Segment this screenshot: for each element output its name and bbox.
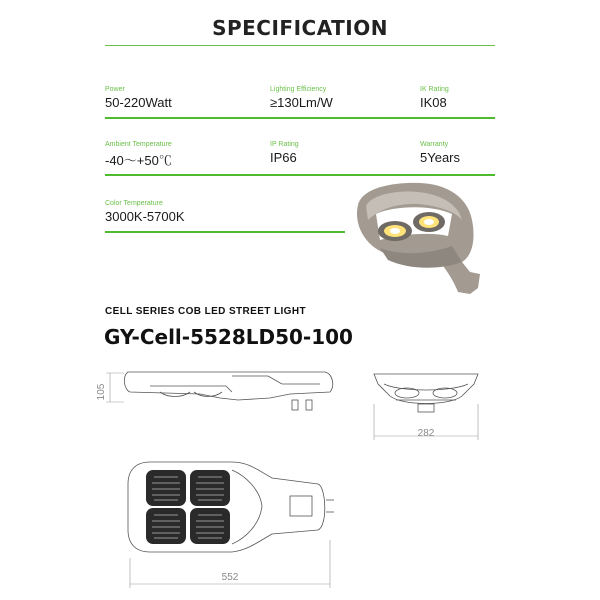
spec-label: IK Rating (420, 86, 449, 93)
spec-label: Ambient Temperature (105, 141, 172, 148)
spec-value: IK08 (420, 95, 447, 110)
front-view-drawing (374, 374, 478, 412)
spec-label: Lighting Efficiency (270, 86, 327, 93)
spec-label: Power (105, 86, 125, 93)
product-series: CELL SERIES COB LED STREET LIGHT (105, 306, 306, 317)
spec-label: Color Temperature (105, 200, 163, 207)
spec-value: IP66 (270, 150, 297, 165)
length-dimension: 552 (221, 572, 239, 583)
spec-label: IP Rating (270, 141, 299, 148)
spec-label: Warranty (420, 141, 449, 148)
height-dimension-line (106, 373, 124, 402)
spec-value: 3000K-5700K (105, 209, 185, 224)
spec-value: 50-220Watt (105, 95, 172, 110)
side-view-drawing (124, 372, 332, 410)
width-dimension: 282 (417, 428, 435, 439)
height-dimension: 105 (96, 383, 107, 401)
product-model: GY-Cell-5528LD50-100 (104, 325, 353, 349)
page-title: SPECIFICATION (212, 16, 388, 40)
spec-value: ≥130Lm/W (270, 95, 333, 110)
spec-value: -40～+50℃ (105, 153, 172, 168)
spec-value: 5Years (420, 150, 460, 165)
